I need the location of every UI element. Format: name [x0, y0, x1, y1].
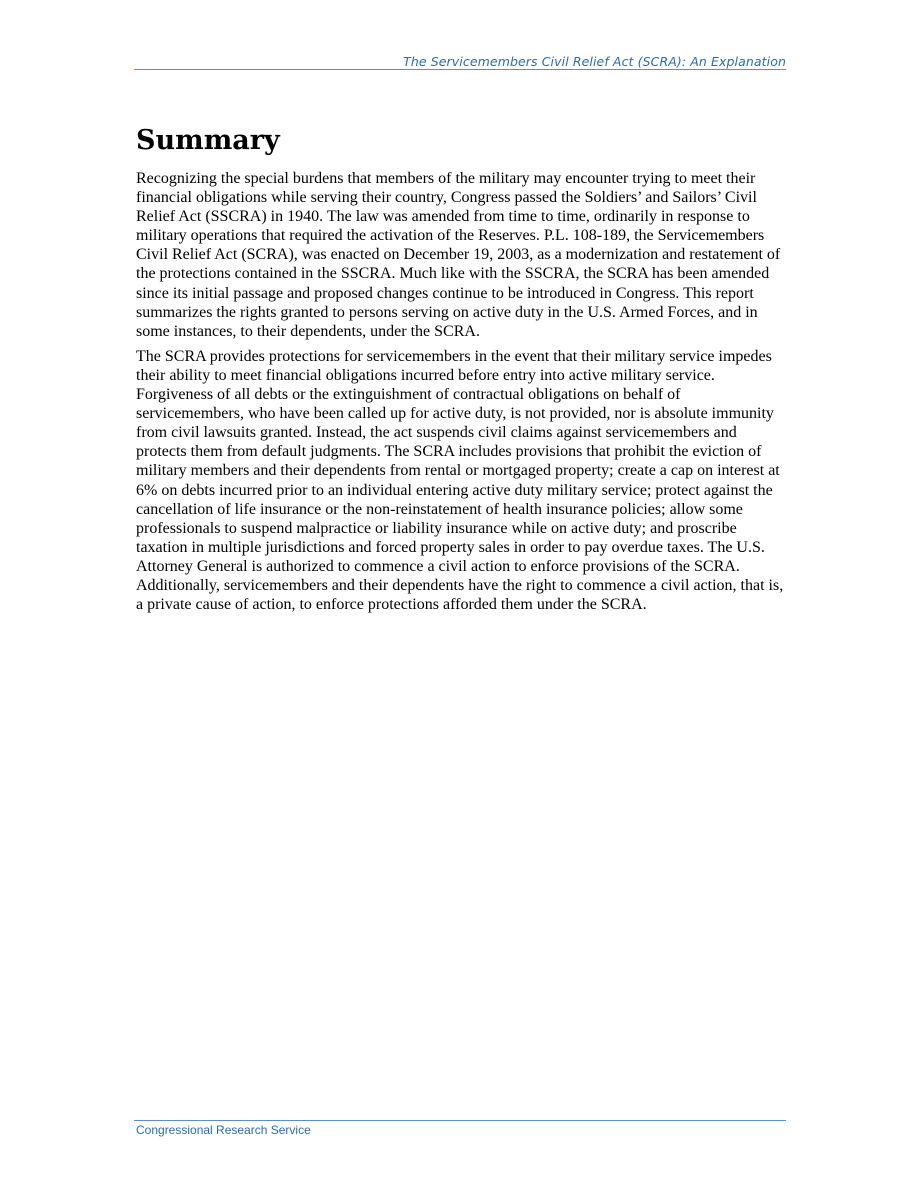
summary-paragraph-2: The SCRA provides protections for servicemembers in the event that their military service impedes their ability to meet financial obligations incurred before entry into active military service. Forgiveness of all debts or the extinguishment of contractual obligations on behalf of servicemembers, who have been called up for active duty, is not provided, nor is absolute immunity from civil lawsuits granted. Instead, the act suspends civil claims against servicemembers and protects them from default judgments. The SCRA includes provisions that prohibit the eviction of military members and their dependents from rental or mortgaged property; create a cap on interest at 6% on debts incurred prior to an individual entering active duty military service; protect against the cancellation of life insurance or the non-reinstatement of health insurance policies; allow some professionals to suspend malpractice or liability insurance while on active duty; and proscribe taxation in multiple jurisdictions and forced property sales in order to pay overdue taxes. The U.S. Attorney General is authorized to commence a civil action to enforce provisions of the SCRA. Additionally, servicemembers and their dependents have the right to commence a civil action, that is, a private cause of action, to enforce protections afforded them under the SCRA.: [136, 347, 784, 614]
running-header-title: The Servicemembers Civil Relief Act (SCRA): An Explanation: [403, 54, 786, 69]
footer-organization: Congressional Research Service: [136, 1123, 311, 1137]
header-divider: [134, 69, 786, 70]
summary-body: [136, 169, 790, 620]
footer-divider: [134, 1120, 786, 1121]
section-heading: Summary: [136, 125, 280, 156]
summary-paragraph-1: Recognizing the special burdens that members of the military may encounter trying to meet their financial obligations while serving their country, Congress passed the Soldiers’ and Sailors’ Civil Relief Act (SSCRA) in 1940. The law was amended from time to time, ordinarily in response to military operations that required the activation of the Reserves. P.L. 108-189, the Servicemembers Civil Relief Act (SCRA), was enacted on December 19, 2003, as a modernization and restatement of the protections contained in the SSCRA. Much like with the SSCRA, the SCRA has been amended since its initial passage and proposed changes continue to be introduced in Congress. This report summarizes the rights granted to persons serving on active duty in the U.S. Armed Forces, and in some instances, to their dependents, under the SCRA.: [136, 170, 781, 340]
